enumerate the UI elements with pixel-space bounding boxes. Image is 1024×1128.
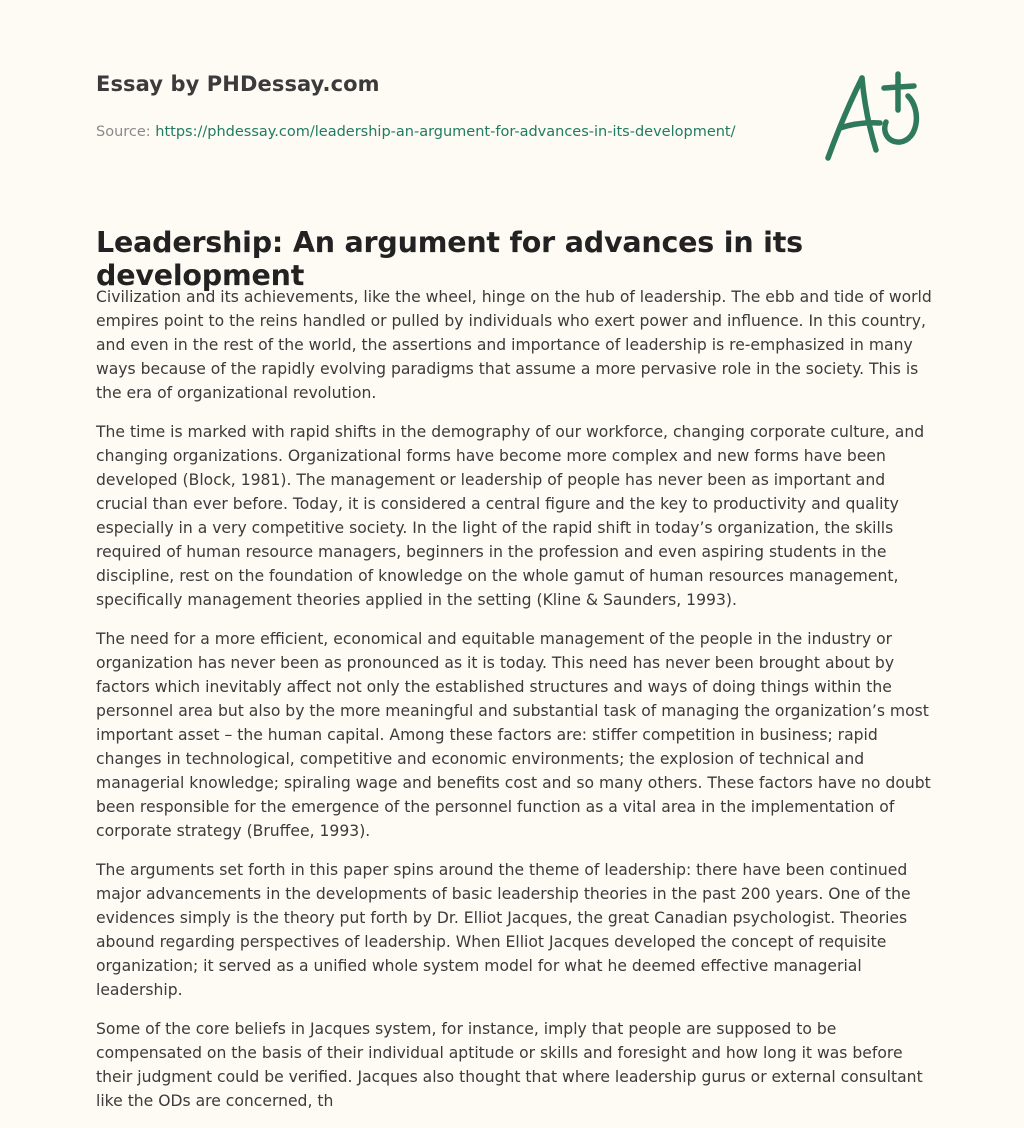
source-line <box>96 124 796 140</box>
paragraph: Some of the core beliefs in Jacques system, for instance, imply that people are supposed to be compensated on the basis of their individual aptitude or skills and foresight and how long it was before their judgment could be verified. Jacques also thought that where leadership gurus or external consultant like the ODs are concerned, th <box>96 1020 923 1110</box>
site-brand: Essay by PHDessay.com <box>96 72 380 96</box>
paragraph: The time is marked with rapid shifts in the demography of our workforce, changing corporate culture, and changing organizations. Organizational forms have become more complex and new forms have been developed (Block, 1981). The management or leadership of people has never been as important and crucial than ever before. Today, it is considered a central figure and the key to productivity and quality especially in a very competitive society. In the light of the rapid shift in today’s organization, the skills required of human resource managers, beginners in the profession and even aspiring students in the discipline, rest on the foundation of knowledge on the whole gamut of human resources management, specifically management theories applied in the setting (Kline & Saunders, 1993). <box>96 423 925 609</box>
article-body <box>96 285 932 1128</box>
paragraph: The need for a more efficient, economical and equitable management of the people in the industry or organization has never been as pronounced as it is today. This need has never been brought about by factors which inevitably affect not only the established structures and ways of doing things within the personnel area but also by the more meaningful and substantial task of managing the organization’s most important asset – the human capital. Among these factors are: stiffer competition in business; rapid changes in technological, competitive and economic environments; the explosion of technical and managerial knowledge; spiraling wage and benefits cost and so many others. These factors have no doubt been responsible for the emergence of the personnel function as a vital area in the implementation of corporate strategy (Bruffee, 1993). <box>96 630 931 840</box>
source-label: Source: <box>96 124 151 140</box>
article-title: Leadership: An argument for advances in its development <box>96 226 803 292</box>
source-link[interactable]: https://phdessay.com/leadership-an-argument-for-advances-in-its-development/ <box>155 124 736 140</box>
a-plus-grade-logo-icon <box>818 66 930 166</box>
paragraph: Civilization and its achievements, like the wheel, hinge on the hub of leadership. The ebb and tide of world empires point to the reins handled or pulled by individuals who exert power and influence. In this country, and even in the rest of the world, the assertions and importance of leadership is re-emphasized in many ways because of the rapidly evolving paradigms that assume a more pervasive role in the society. This is the era of organizational revolution. <box>96 288 932 402</box>
page-header <box>96 72 796 140</box>
paragraph: The arguments set forth in this paper spins around the theme of leadership: there have been continued major advancements in the developments of basic leadership theories in the past 200 years. One of the evidences simply is the theory put forth by Dr. Elliot Jacques, the great Canadian psychologist. Theories abound regarding perspectives of leadership. When Elliot Jacques developed the concept of requisite organization; it served as a unified whole system model for what he deemed effective managerial leadership. <box>96 861 911 999</box>
